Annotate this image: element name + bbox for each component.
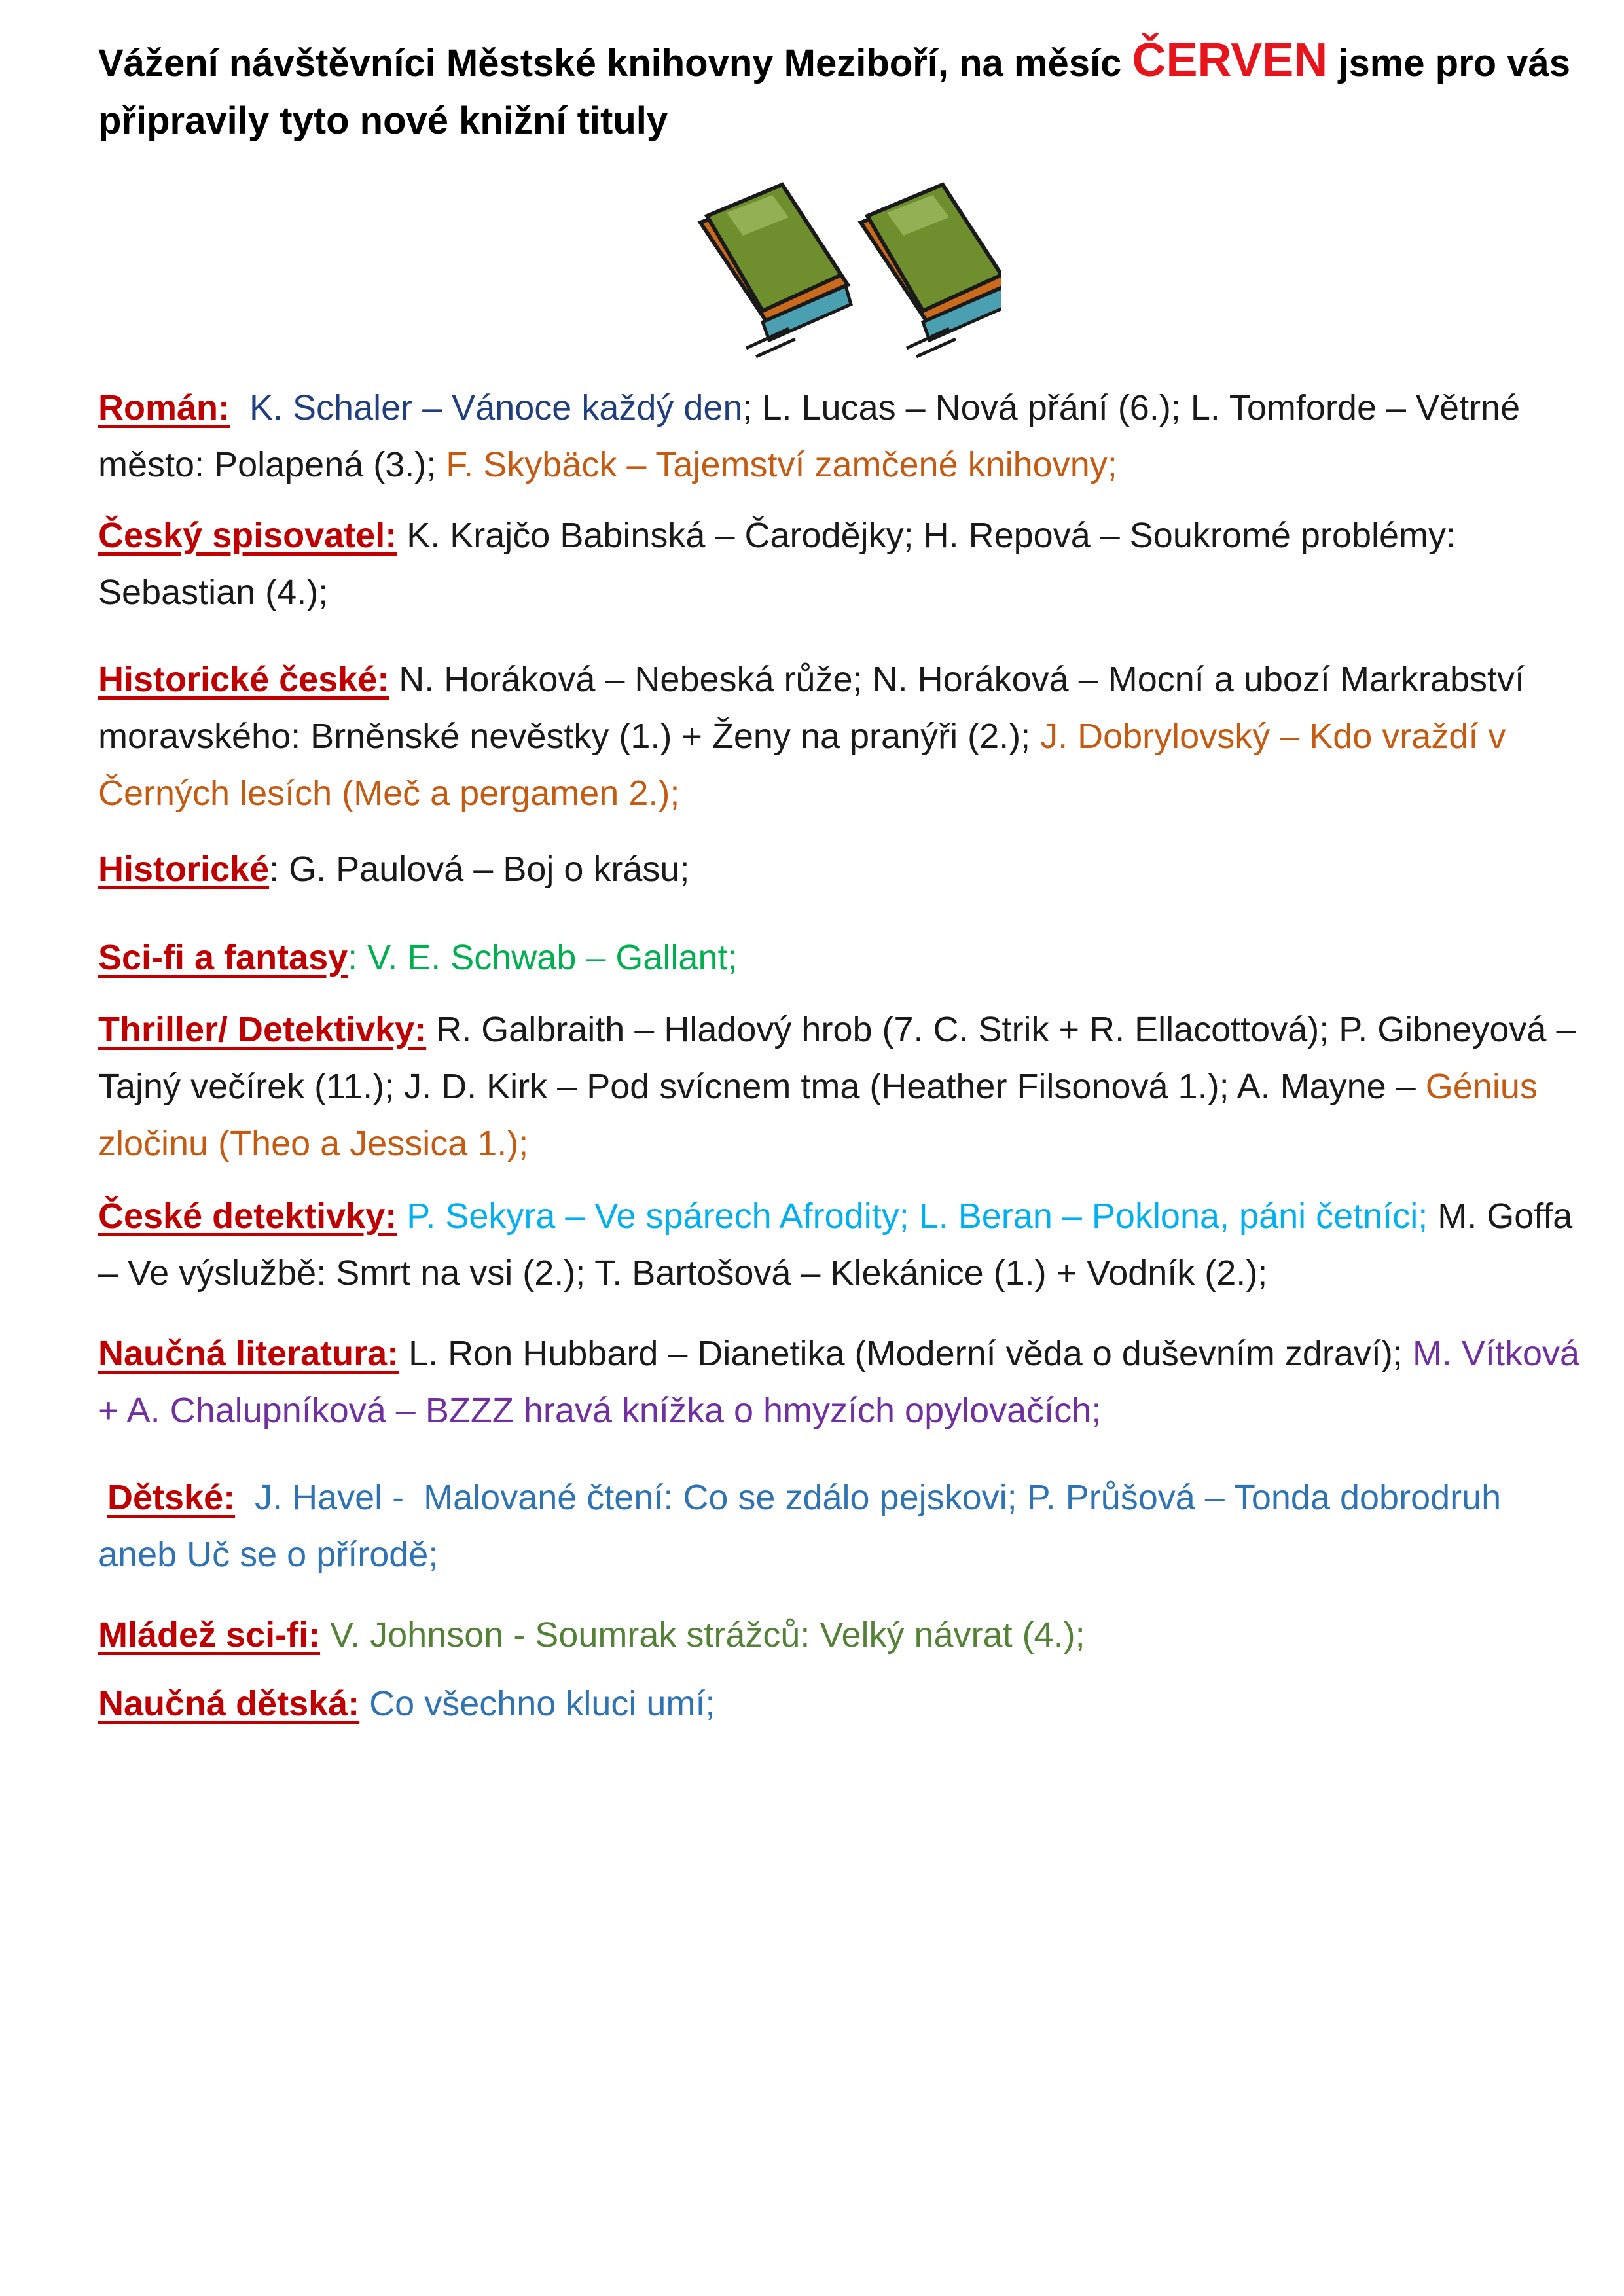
title-text-start: Vážení návštěvníci Městské knihovny Meziboří, na měsíc	[98, 42, 1132, 84]
category-entry	[98, 1469, 1584, 1583]
category-entry	[98, 507, 1584, 621]
category-label: Historické	[98, 850, 270, 889]
title-text: : V. E. Schwab – Gallant;	[348, 938, 738, 977]
title-text: ; L. Lucas – Nová přání (6.); L. Tomforde – Větrné město: Polapená (3.);	[98, 388, 1530, 484]
month-highlight: ČERVEN	[1132, 34, 1328, 86]
category-entry	[98, 1325, 1590, 1439]
category-label: Sci-fi a fantasy	[98, 938, 348, 977]
books-icon	[674, 177, 1001, 367]
book-icon	[861, 185, 1001, 357]
title-text: N. Horáková – Nebeská růže; N. Horáková – Mocní a ubozí Markrabství moravského: Brněnské nevěstky (1.) + Ženy na pranýři (2.);	[98, 660, 1535, 756]
title-text: R. Galbraith – Hladový hrob (7. C. Strik + R. Ellacottová); P. Gibneyová – Tajný večírek (11.); J. D. Kirk – Pod svícnem tma (Heather Filsonová 1.); A. Mayne –	[98, 1010, 1585, 1106]
category-label: Naučná literatura:	[98, 1334, 399, 1373]
category-label: Thriller/ Detektivky:	[98, 1010, 427, 1049]
title-text: J. Havel - Malované čtení: Co se zdálo pejskovi; P. Průšová – Tonda dobrodruh aneb Uč se o přírodě;	[98, 1478, 1511, 1574]
title-text: K. Schaler – Vánoce každý den	[249, 388, 743, 427]
category-label: Román:	[98, 388, 230, 427]
title-text-end: jsme pro vás připravily tyto nové knižní tituly	[98, 42, 1570, 142]
title-text: M. Goffa – Ve výslužbě: Smrt na vsi (2.); T. Bartošová – Klekánice (1.) + Vodník (2.);	[98, 1196, 1583, 1293]
category-entry	[98, 380, 1584, 493]
title-text: Génius zločinu (Theo a Jessica 1.);	[98, 1067, 1547, 1163]
category-entry	[98, 929, 1584, 986]
title-text: P. Sekyra – Ve spárech Afrodity; L. Beran – Poklona, páni četníci;	[397, 1196, 1428, 1236]
title-text: M. Vítková + A. Chalupníková – BZZZ hravá knížka o hmyzích opylovačích;	[98, 1334, 1590, 1430]
category-label: Dětské:	[107, 1478, 236, 1517]
title-text	[230, 388, 249, 427]
category-label: Český spisovatel:	[98, 516, 397, 555]
category-label: České detektivky:	[98, 1196, 397, 1236]
title-text: Co všechno kluci umí;	[359, 1684, 715, 1723]
title-text: J. Dobrylovský – Kdo vraždí v Černých lesích (Meč a pergamen 2.);	[98, 717, 1516, 813]
category-label: Historické české:	[98, 660, 389, 699]
title-text: : G. Paulová – Boj o krásu;	[269, 850, 690, 889]
category-entry	[98, 1188, 1584, 1302]
category-entry	[98, 1607, 1584, 1664]
book-icon	[700, 185, 851, 357]
title-text: K. Krajčo Babinská – Čarodějky; H. Repová – Soukromé problémy: Sebastian (4.);	[98, 516, 1466, 612]
category-entry	[98, 1001, 1584, 1172]
title-text: L. Ron Hubbard – Dianetika (Moderní věda o duševním zdraví);	[399, 1334, 1413, 1373]
page-title	[98, 31, 1578, 150]
category-entry	[98, 1676, 1584, 1732]
category-label: Naučná dětská:	[98, 1684, 360, 1723]
category-label: Mládež sci-fi:	[98, 1615, 321, 1655]
category-entry	[98, 841, 1584, 898]
title-text: F. Skybäck – Tajemství zamčené knihovny;	[446, 445, 1117, 484]
category-entry	[98, 651, 1584, 822]
title-text: V. Johnson - Soumrak strážců: Velký návrat (4.);	[320, 1615, 1085, 1655]
